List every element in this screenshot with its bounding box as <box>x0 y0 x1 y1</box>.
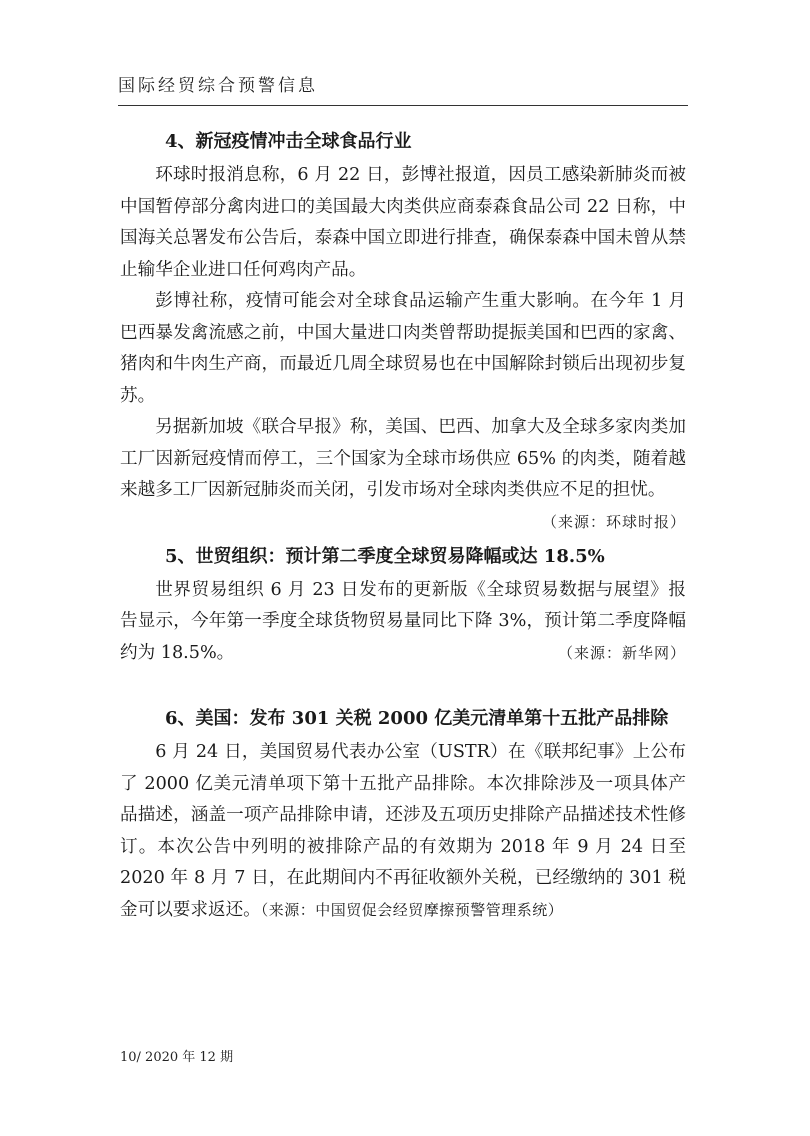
page-number: 10/ 2020 年 12 期 <box>120 1050 234 1065</box>
source-note: （来源：环球时报） <box>541 512 686 531</box>
news-item-4 <box>120 128 686 531</box>
paragraph-text: 另据新加坡《联合早报》称，美国、巴西、加拿大及全球多家肉类加工厂因新冠疫情而停工，三个国家为全球市场供应 65% 的肉类，随着越来越多工厂因新冠肺炎而关闭，引发市场对全球肉类供应不足的担忧。 <box>120 417 686 500</box>
paragraph: 彭博社称，疫情可能会对全球食品运输产生重大影响。在今年 1 月巴西暴发禽流感之前，中国大量进口肉类曾帮助提振美国和巴西的家禽、猪肉和牛肉生产商，而最近几周全球贸易也在中国解除封锁后出现初步复苏。 <box>120 291 686 406</box>
news-item-6 <box>120 705 686 926</box>
paragraph <box>120 737 686 926</box>
paragraph-text: 6 月 24 日，美国贸易代表办公室（USTR）在《联邦纪事》上公布了 2000 亿美元清单项下第十五批产品排除。本次排除涉及一项具体产品描述，涵盖一项产品排除申请，还涉及五项历史排除产品描述技术性修订。本次公告中列明的被排除产品的有效期为 2018 年 9 月 24 日至 2020 年 8 月 7 日，在此期间内不再征收额外关税，已经缴纳的 301 税金可以要求返还。 <box>120 742 686 920</box>
news-item-title: 4、新冠疫情冲击全球食品行业 <box>165 131 412 152</box>
article-body <box>120 128 686 926</box>
news-item-title: 6、美国：发布 301 关税 2000 亿美元清单第十五批产品排除 <box>165 708 669 729</box>
news-item-5 <box>120 543 686 670</box>
paragraph: 环球时报消息称，6 月 22 日，彭博社报道，因员工感染新肺炎而被中国暂停部分禽肉进口的美国最大肉类供应商泰森食品公司 22 日称，中国海关总署发布公告后，泰森中国立即进行排查，确保泰森中国未曾从禁止输华企业进口任何鸡肉产品。 <box>120 165 686 280</box>
publication-title: 国际经贸综合预警信息 <box>118 76 318 96</box>
running-header <box>118 74 688 106</box>
paragraph <box>120 412 686 531</box>
section-gap <box>120 669 686 705</box>
news-item-title: 5、世贸组织：预计第二季度全球贸易降幅或达 18.5% <box>165 545 605 567</box>
header-rule <box>118 105 688 106</box>
paragraph <box>120 575 686 670</box>
source-note: （来源：中国贸促会经贸摩擦预警管理系统） <box>260 900 564 919</box>
paragraph-text: 世界贸易组织 6 月 23 日发布的更新版《全球贸易数据与展望》报告显示，今年第一季度全球货物贸易量同比下降 3%，预计第二季度降幅约为 18.5%。 <box>120 579 686 663</box>
source-note: （来源：新华网） <box>557 643 686 662</box>
